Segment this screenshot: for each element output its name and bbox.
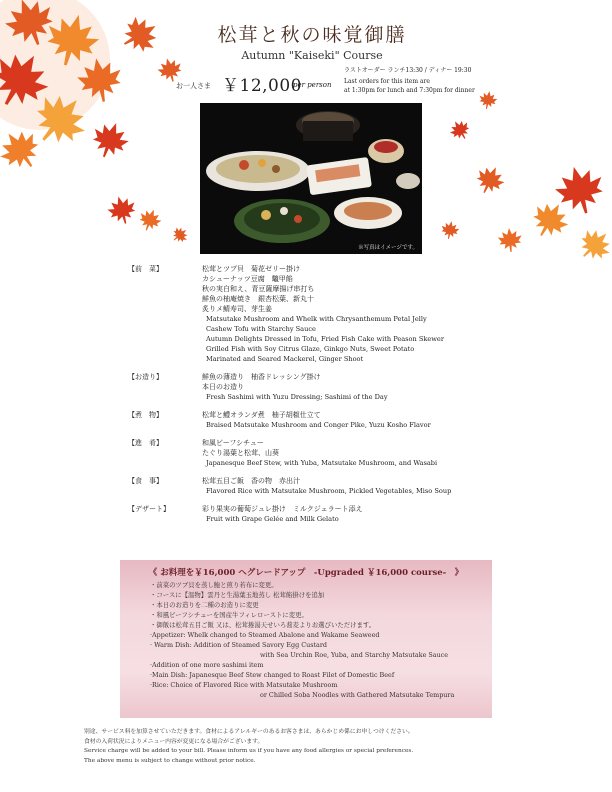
menu-line: 彩り果実の葡萄ジュレ掛け ミルクジェラート添え (202, 505, 363, 513)
footer-line: 食材の入荷状況によりメニュー内容が変更になる場合がございます。 (84, 738, 264, 745)
last-order-en-2: at 1:30pm for lunch and 7:30pm for dinner (344, 87, 475, 94)
menu-list (128, 264, 508, 532)
upgrade-line: ・コースに【温物】雲丹と生湯葉玉地蒸し 松茸餡掛けを追加 (150, 591, 325, 599)
menu-section-label: 【食 事】 (128, 477, 163, 485)
menu-section-body (202, 438, 437, 468)
menu-line-en: Matsutake Mushroom and Whelk with Chrysanthemum Petal Jelly (206, 315, 427, 323)
upgrade-line: ・前菜のツブ貝を蒸し鮑と煎り若布に変更。 (150, 581, 278, 589)
menu-section (128, 372, 508, 402)
menu-section (128, 476, 508, 496)
photo-note: ※写真はイメージです。 (358, 245, 418, 251)
upgrade-line: ·Appetizer: Whelk changed to Steamed Abalone and Wakame Seaweed (150, 631, 380, 639)
menu-section (128, 410, 508, 430)
upgrade-line: with Sea Urchin Roe, Yuba, and Starchy Matsutake Sauce (260, 651, 449, 659)
page-subtitle: Autumn "Kaiseki" Course (241, 49, 383, 62)
menu-section-label: 【デザート】 (128, 505, 170, 513)
menu-section-body (202, 476, 451, 496)
upgrade-box (120, 560, 492, 718)
menu-line: たぐり湯葉と松茸、山葵 (202, 449, 279, 457)
menu-section-body (202, 504, 363, 524)
upgrade-line: ・和風ビーフシチューを国産牛フィレローストに変更。 (150, 611, 308, 619)
footer-line: The above menu is subject to change without prior notice. (84, 757, 256, 764)
upgrade-title: 《 お料理を￥16,000 へグレードアップ -Upgraded ￥16,000 course- 》 (148, 568, 464, 578)
menu-line: 松茸五目ご飯 香の物 赤出汁 (202, 477, 300, 485)
last-order-jp: ラストオーダー ランチ13:30 / ディナー 19:30 (344, 67, 472, 74)
last-order-en-1: Last orders for this item are (344, 78, 430, 85)
menu-line-en: Fruit with Grape Gelée and Milk Gelato (206, 515, 339, 523)
page-title: 松茸と秋の味覚御膳 (217, 24, 407, 46)
maple-leaves-left-small (100, 190, 210, 260)
upgrade-line: or Chilled Soba Noodles with Gathered Matsutake Tempura (260, 691, 455, 699)
footer-notes (84, 728, 414, 766)
menu-line: 松茸とツブ貝 菊花ゼリー掛け (202, 265, 300, 273)
upgrade-line: · Warm Dish: Addition of Steamed Savory Egg Custard (150, 641, 328, 649)
menu-line-en: Cashew Tofu with Starchy Sauce (206, 325, 316, 333)
menu-line-en: Japanesque Beef Stew, with Yuba, Matsutake Mushroom, and Wasabi (206, 459, 438, 467)
menu-line-en: Marinated and Seared Mackerel, Ginger Shoot (206, 355, 364, 363)
menu-line: 炙りメ鯖寿司、芽生姜 (202, 305, 272, 313)
menu-section-body (202, 410, 431, 430)
menu-section (128, 264, 508, 364)
upgrade-list (150, 580, 454, 700)
maple-leaves-top-left (0, 0, 200, 200)
footer-line: Service charge will be added to your bill. Please inform us if you have any food allergies or special preferences. (84, 748, 414, 754)
menu-line-en: Braised Matsutake Mushroom and Conger Pike, Yuzu Kosho Flavor (206, 421, 431, 429)
menu-line-en: Flavored Rice with Matsutake Mushroom, Pickled Vegetables, Miso Soup (206, 487, 452, 495)
menu-line-en: Grilled Fish with Soy Citrus Glaze, Ginkgo Nuts, Sweet Potato (206, 345, 415, 353)
menu-line: 鮮魚の柚庵焼き 銀杏松葉、新丸十 (202, 295, 314, 303)
menu-line: 鮮魚の薄造り 柚香ドレッシング掛け (202, 373, 321, 381)
upgrade-line: ・御飯は松茸五目ご飯 又は、松茸捲湯天せいろ蕎麦よりお選びいただけます。 (150, 621, 376, 629)
menu-line: 秋の実白和え、青豆薩摩揚げ串打ち (202, 285, 315, 293)
menu-line: 和風ビーフシチュー (202, 439, 264, 447)
upgrade-line: ·Addition of one more sashimi item (150, 661, 264, 669)
menu-section (128, 504, 508, 524)
maple-leaves-right (430, 80, 612, 270)
menu-section-body (202, 264, 444, 364)
menu-section-body (202, 372, 388, 402)
menu-line: カシューナッツ豆腐 鼈甲餡 (202, 275, 293, 283)
menu-section-label: 【進 肴】 (128, 439, 163, 447)
food-photo-illustration (200, 103, 422, 254)
price-prefix: お一人さま (176, 82, 211, 90)
upgrade-line: ・本日のお造りを二種のお造りに変更 (150, 601, 259, 609)
footer-line: 別途、サービス料を加算させていただきます。食材によるアレルギーのあるお客さまは、あらかじめ係にお申しつけください。 (84, 729, 414, 735)
menu-line-en: Fresh Sashimi with Yuzu Dressing; Sashimi of the Day (206, 393, 388, 401)
upgrade-line: ·Main Dish: Japanesque Beef Stew changed to Roast Filet of Domestic Beef (150, 671, 395, 679)
food-photo (200, 103, 422, 254)
menu-section (128, 438, 508, 468)
menu-section-label: 【前 菜】 (128, 265, 163, 273)
menu-line: 本日のお造り (202, 383, 244, 391)
upgrade-line: ·Rice: Choice of Flavored Rice with Matsutake Mushroom (150, 681, 338, 689)
menu-section-label: 【お造り】 (128, 373, 163, 381)
menu-line-en: Autumn Delights Dressed in Tofu, Fried Fish Cake with Peason Skewer (206, 335, 444, 343)
menu-section-label: 【煮 物】 (128, 411, 163, 419)
price-suffix: per person (293, 81, 332, 89)
price: ￥12,000 (222, 76, 302, 96)
menu-line: 松茸と鱧オランダ煮 柚子胡椒仕立て (202, 411, 321, 419)
